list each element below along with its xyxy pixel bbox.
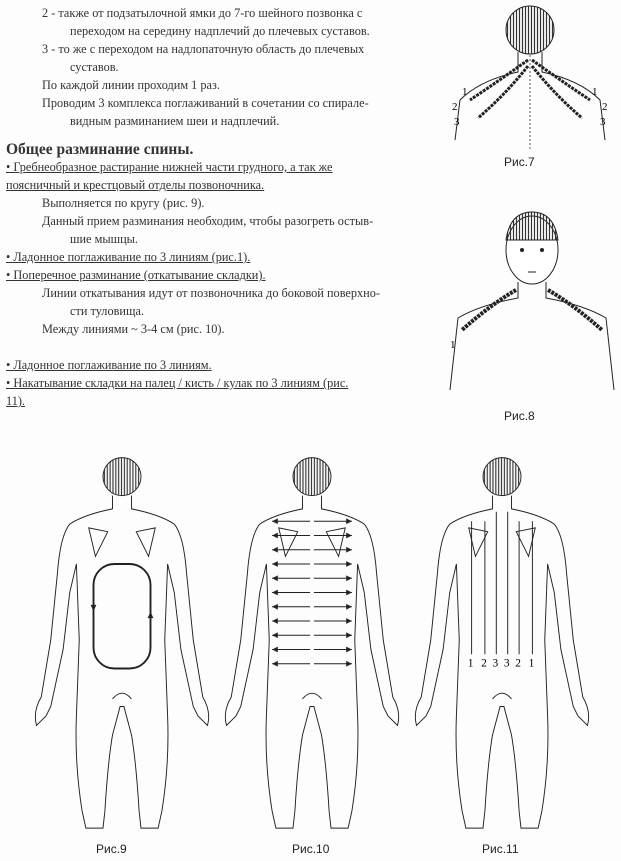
arrowhead-icon [346, 561, 352, 567]
paragraph: видным разминанием шеи и надплечий. [70, 114, 280, 128]
paragraph: 3 - то же с переходом на надлопаточную область до плечевых [42, 42, 365, 56]
paragraph: Данный прием разминания необходим, чтобы разогреть остыв- [42, 214, 374, 228]
paragraph: переходом на середину надплечий до плечевых суставов. [70, 24, 370, 38]
figure-caption: Рис.7 [504, 155, 535, 169]
line-label: 1 [462, 86, 468, 98]
arrowhead-icon [346, 661, 352, 667]
figure-8-front-diagram [440, 190, 620, 400]
paragraph: сти туловища. [70, 304, 144, 318]
line-label: 2 [452, 101, 458, 113]
line-label: 1 [467, 657, 474, 670]
shoulders-outline [450, 282, 614, 390]
bullet-item: поясничный и крестцовый отделы позвоночника. [6, 178, 265, 192]
arrowhead-icon [346, 533, 352, 539]
section-heading: Общее разминание спины. [6, 141, 194, 158]
bullet-item: • Ладонное поглаживание по 3 линиям. [6, 358, 212, 372]
arrowhead-icon [346, 575, 352, 581]
figure-caption: Рис.9 [96, 842, 127, 856]
figure-10-body-diagram [202, 450, 422, 830]
paragraph: Выполняется по кругу (рис. 9). [42, 196, 205, 210]
figure-7-neck-diagram [440, 0, 620, 160]
arrowhead-icon [346, 547, 352, 553]
bullet-item: • Накатывание складки на палец / кисть / кулак по 3 линиям (рис. [6, 376, 349, 390]
line-label: 1 [528, 657, 535, 670]
arrowhead-icon [346, 604, 352, 610]
line-label: 3 [454, 116, 460, 128]
line-label: 2 [602, 101, 608, 113]
figure-11-body-diagram [392, 450, 612, 830]
arrowhead-icon [272, 518, 278, 524]
arrowhead-icon [272, 533, 278, 539]
line-label: 3 [492, 657, 499, 670]
arrowhead-icon [346, 647, 352, 653]
arrowhead-icon [272, 632, 278, 638]
paragraph: Проводим 3 комплекса поглаживаний в сочетании со спирале- [42, 96, 369, 110]
arrowhead-icon [346, 518, 352, 524]
paragraph: Между линиями ~ 3-4 см (рис. 10). [42, 322, 225, 336]
arrowhead-icon [272, 575, 278, 581]
line-label: 2 [515, 657, 522, 670]
paragraph: суставов. [70, 60, 119, 74]
figure-9-body-diagram [12, 450, 232, 830]
spiral-lines [462, 290, 602, 330]
figure-caption: Рис.10 [292, 842, 330, 856]
paragraph: По каждой линии проходим 1 раз. [42, 78, 220, 92]
figure-caption: Рис.8 [504, 409, 535, 423]
circular-path [94, 564, 151, 669]
arrowhead-icon [272, 604, 278, 610]
arrowhead-icon [272, 618, 278, 624]
arrowhead-icon [272, 647, 278, 653]
arrowhead-icon [346, 632, 352, 638]
line-label: 2 [481, 657, 487, 670]
arrowhead-icon [272, 661, 278, 667]
line-label: 3 [503, 657, 510, 670]
arrowhead-icon [272, 590, 278, 596]
arrowhead-icon [346, 618, 352, 624]
arrowhead-icon [272, 547, 278, 553]
line-label: 1 [592, 86, 598, 98]
arrowhead-icon [272, 561, 278, 567]
bullet-item: 11). [6, 394, 26, 408]
figure-caption: Рис.11 [482, 842, 519, 856]
arrowhead-icon [346, 590, 352, 596]
line-label: 3 [600, 116, 606, 128]
paragraph: шие мышцы. [70, 232, 139, 246]
bullet-item: • Поперечное разминание (откатывание складки). [6, 268, 266, 282]
bullet-item: • Гребнеобразное растирание нижней части грудного, а так же [6, 160, 333, 174]
vertical-lines [472, 512, 533, 655]
bullet-item: • Ладонное поглаживание по 3 линиям (рис.1). [6, 250, 251, 264]
paragraph: 2 - также от подзатылочной ямки до 7-го шейного позвонка с [42, 6, 363, 20]
paragraph: Линии откатывания идут от позвоночника до боковой поверхно- [42, 286, 381, 300]
head-icon [506, 6, 554, 54]
line-label: 1 [450, 339, 456, 351]
